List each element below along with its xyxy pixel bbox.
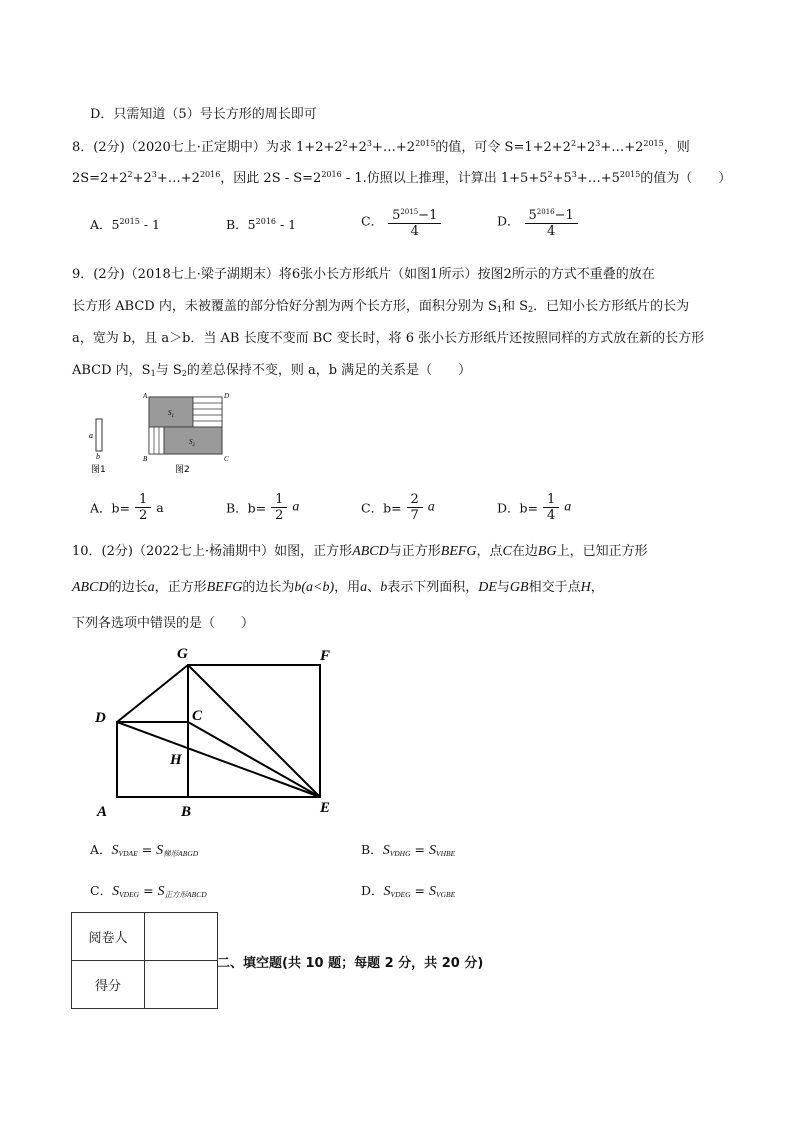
reviewer-label: 阅卷人 <box>72 913 145 961</box>
q10-stem-line1: 10．(2分)（2022七上·杨浦期中）如图，正方形ABCD与正方形BEFG，点C在边BG上，已知正方形 <box>72 544 648 559</box>
segment-de <box>117 722 320 797</box>
strips-top <box>193 397 222 427</box>
svg-text:D: D <box>95 710 106 726</box>
q9-stem-line2: 长方形 ABCD 内，未被覆盖的部分恰好分割为两个长方形，面积分别为 $S_1$和 $S_2$．已知小长方形纸片的长为 <box>72 299 690 314</box>
svg-text:E: E <box>320 800 331 816</box>
q8-option-c[interactable]: C． $\frac{5^{2015}-1}{4}$ <box>361 205 442 239</box>
q10-option-b[interactable]: B．$S_{VDHG} = S_{VHBE}$ <box>361 842 456 858</box>
svg-text:D: D <box>224 392 230 400</box>
svg-text:H: H <box>170 752 182 768</box>
region-s2 <box>164 427 222 454</box>
segment-dg <box>117 665 188 722</box>
q8-stem-line2: $2S=2+2^2+2^3+\dots+2^{2016}$，因此 $2S - S=2^{2016} - 1$.仿照以上推理，计算出 $1+5+5^2+5^3+\dots+5^{2015}$的值为（ ） <box>72 170 732 186</box>
fraction: $\frac{5^{2016}-1}{4}$ <box>527 205 576 239</box>
fraction: $\frac{5^{2015}-1}{4}$ <box>390 205 439 239</box>
score-table <box>71 912 218 1009</box>
q10-option-a[interactable]: A．$S_{VDAE} = S_{梯形ABGD}$ <box>90 842 199 858</box>
svg-text:C: C <box>224 455 229 463</box>
segment-ge <box>188 665 320 797</box>
small-rectangle <box>96 419 102 451</box>
q8-stem-line1: 8．(2分)（2020七上·正定期中）为求 $1+2+2^2+2^3+\dots+2^{2015}$的值，可令 $S=1+2+2^2+2^3+\dots+2^{2015}$，则 <box>72 139 690 155</box>
q9-option-b[interactable]: B．b= $\frac{1}{2}$ a <box>226 492 300 523</box>
svg-text:S1: $S_1$ <box>168 409 174 419</box>
q10-geometry-figure <box>90 640 350 820</box>
q9-stem-line3: a，宽为 b，且 a＞b．当 AB 长度不变而 BC 变长时，将 6 张小长方形纸片还按照同样的方式放在新的长方形 <box>72 331 705 346</box>
svg-text:C: C <box>192 708 203 724</box>
score-cell[interactable] <box>145 961 218 1009</box>
fig1-label-a: a <box>89 431 93 440</box>
fig1-label-b: b <box>96 452 100 461</box>
q8-option-d[interactable]: D． $\frac{5^{2016}-1}{4}$ <box>497 205 579 239</box>
q9-option-d[interactable]: D．b= $\frac{1}{4}$ a <box>497 492 572 523</box>
q10-option-c[interactable]: C．$S_{VDEG} = S_{正方形ABCD}$ <box>90 883 207 899</box>
segment-ce <box>188 722 320 797</box>
q9-figures <box>85 388 245 478</box>
svg-text:G: G <box>177 646 188 662</box>
svg-text:B: B <box>181 804 192 820</box>
q9-option-a[interactable]: A．b= $\frac{1}{2}$ a <box>90 492 164 523</box>
score-label: 得分 <box>72 961 145 1009</box>
reviewer-cell[interactable] <box>145 913 218 961</box>
q10-stem-line3: 下列各选项中错误的是（ ） <box>72 616 255 631</box>
svg-text:S2: $S_2$ <box>189 438 195 448</box>
svg-text:B: B <box>143 455 148 463</box>
q9-option-c[interactable]: C．b= $\frac{2}{7}$ a <box>361 492 435 523</box>
svg-text:A: A <box>97 804 108 820</box>
q8-option-a[interactable]: A．$5^{2015} - 1$ <box>90 217 160 232</box>
q9-stem-line1: 9．(2分)（2018七上·梁子湖期末）将6张小长方形纸片（如图1所示）按图2所示的方式不重叠的放在 <box>72 267 655 282</box>
fig1-caption: 图1 <box>91 465 106 475</box>
svg-text:F: F <box>320 648 331 664</box>
q10-option-d[interactable]: D．$S_{VDEG} = S_{VGBE}$ <box>361 883 456 899</box>
q7-option-d[interactable]: D．只需知道（5）号长方形的周长即可 <box>90 107 317 122</box>
q9-stem-line4: ABCD 内，$S_1$与 $S_2$的差总保持不变，则 a，b 满足的关系是（ ） <box>72 363 472 378</box>
q8-option-b[interactable]: B．$5^{2016} - 1$ <box>226 217 297 232</box>
svg-text:A: A <box>143 392 148 400</box>
fig2-caption: 图2 <box>175 465 190 475</box>
section-2-title: 二、填空题(共 10 题；每题 2 分，共 20 分) <box>217 956 484 971</box>
strips-bottom <box>149 427 164 454</box>
q10-stem-line2: ABCD的边长a，正方形BEFG的边长为b(a<b)，用a、b表示下列面积，DE与GB相交于点H， <box>72 580 604 595</box>
